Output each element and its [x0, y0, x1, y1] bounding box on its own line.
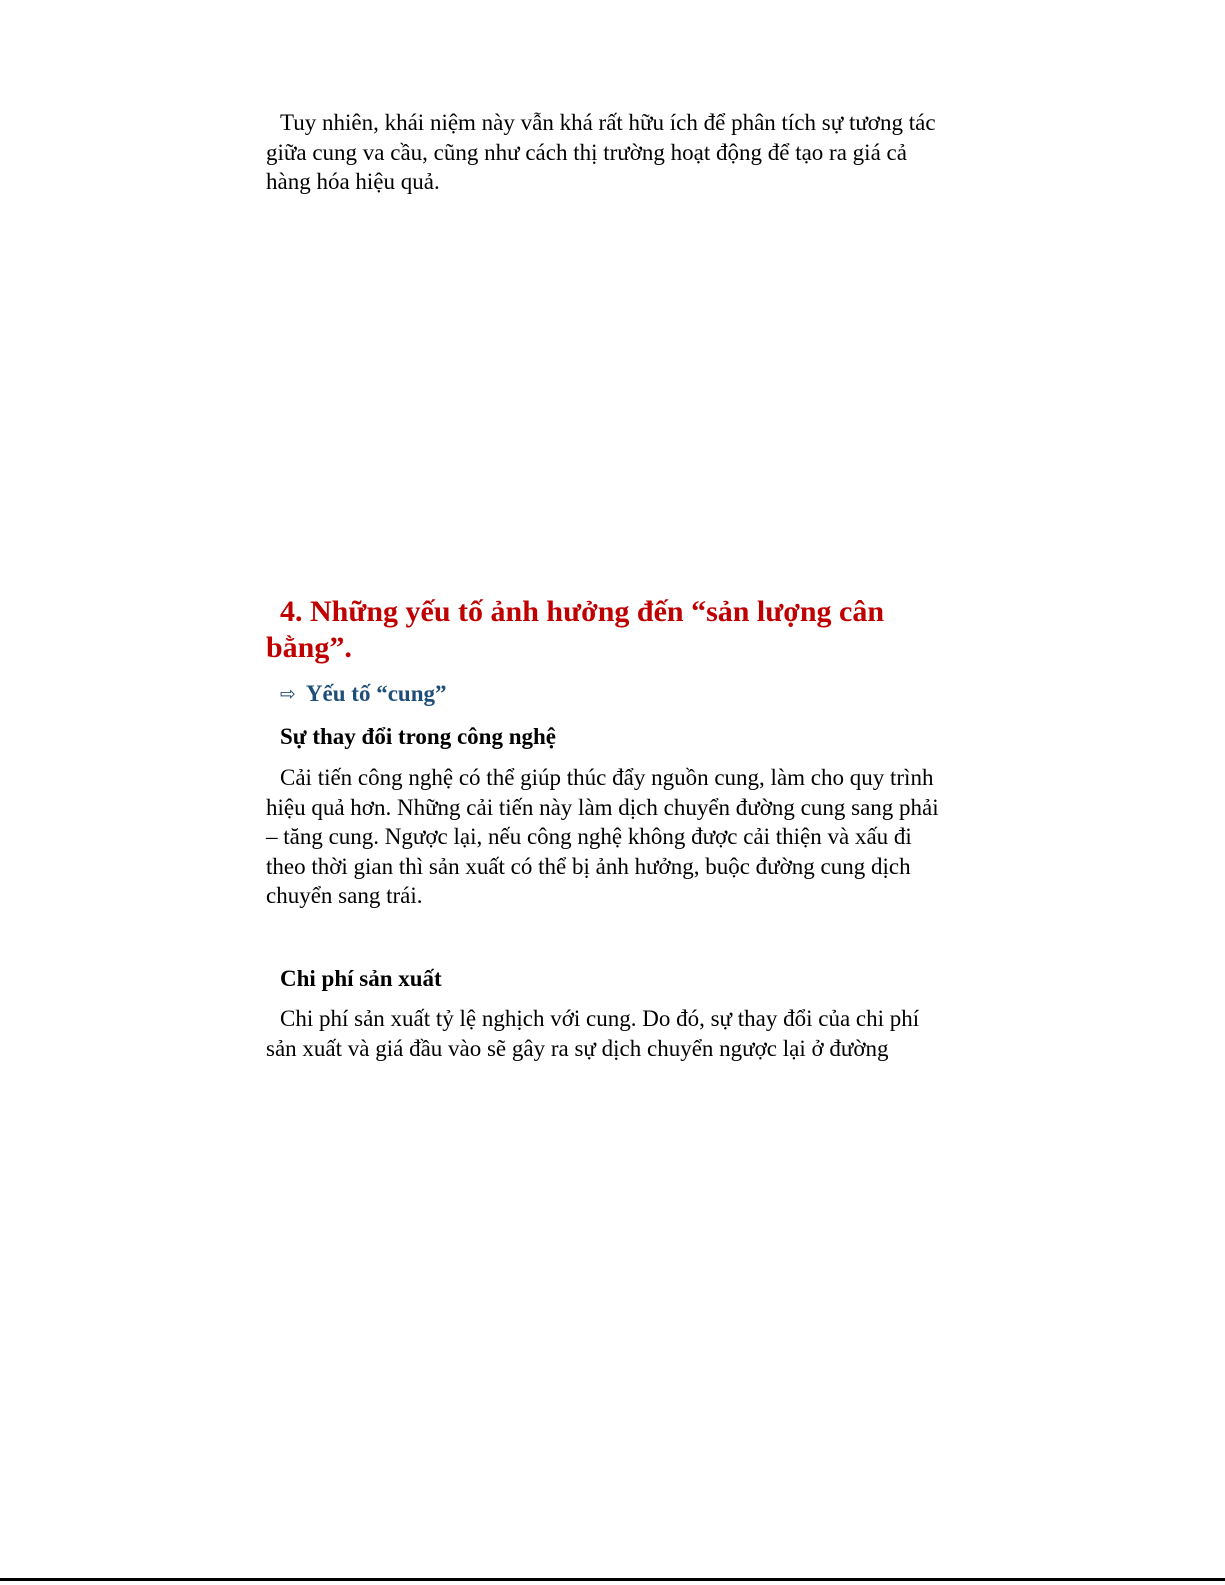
right-arrow-icon: ⇨: [280, 683, 296, 705]
page-bottom-border: [0, 1578, 1225, 1581]
factor-heading: [280, 679, 446, 709]
tech-title: Sự thay đổi trong công nghệ: [280, 724, 557, 749]
factor-heading-label: Yếu tố “cung”: [305, 681, 447, 706]
tech-paragraph: Cải tiến công nghệ có thể giúp thúc đẩy nguồn cung, làm cho quy trình hiệu quả hơn. Những cải tiến này làm dịch chuyển đường cung sang phải – tăng cung. Ngược lại, nếu công nghệ không được cải thiện và xấu đi theo thời gian thì sản xuất có thể bị ảnh hưởng, buộc đường cung dịch chuyển sang trái.: [266, 765, 939, 909]
intro-paragraph: Tuy nhiên, khái niệm này vẫn khá rất hữu ích để phân tích sự tương tác giữa cung va cầu, cũng như cách thị trường hoạt động để tạo ra giá cả hàng hóa hiệu quả.: [266, 110, 936, 195]
cost-title: Chi phí sản xuất: [280, 966, 442, 991]
cost-paragraph: Chi phí sản xuất tỷ lệ nghịch với cung. Do đó, sự thay đổi của chi phí sản xuất và giá đầu vào sẽ gây ra sự dịch chuyển ngược lại ở đường: [266, 1006, 920, 1061]
section-heading: 4. Những yếu tố ảnh hưởng đến “sản lượng cân bằng”.: [266, 595, 885, 664]
